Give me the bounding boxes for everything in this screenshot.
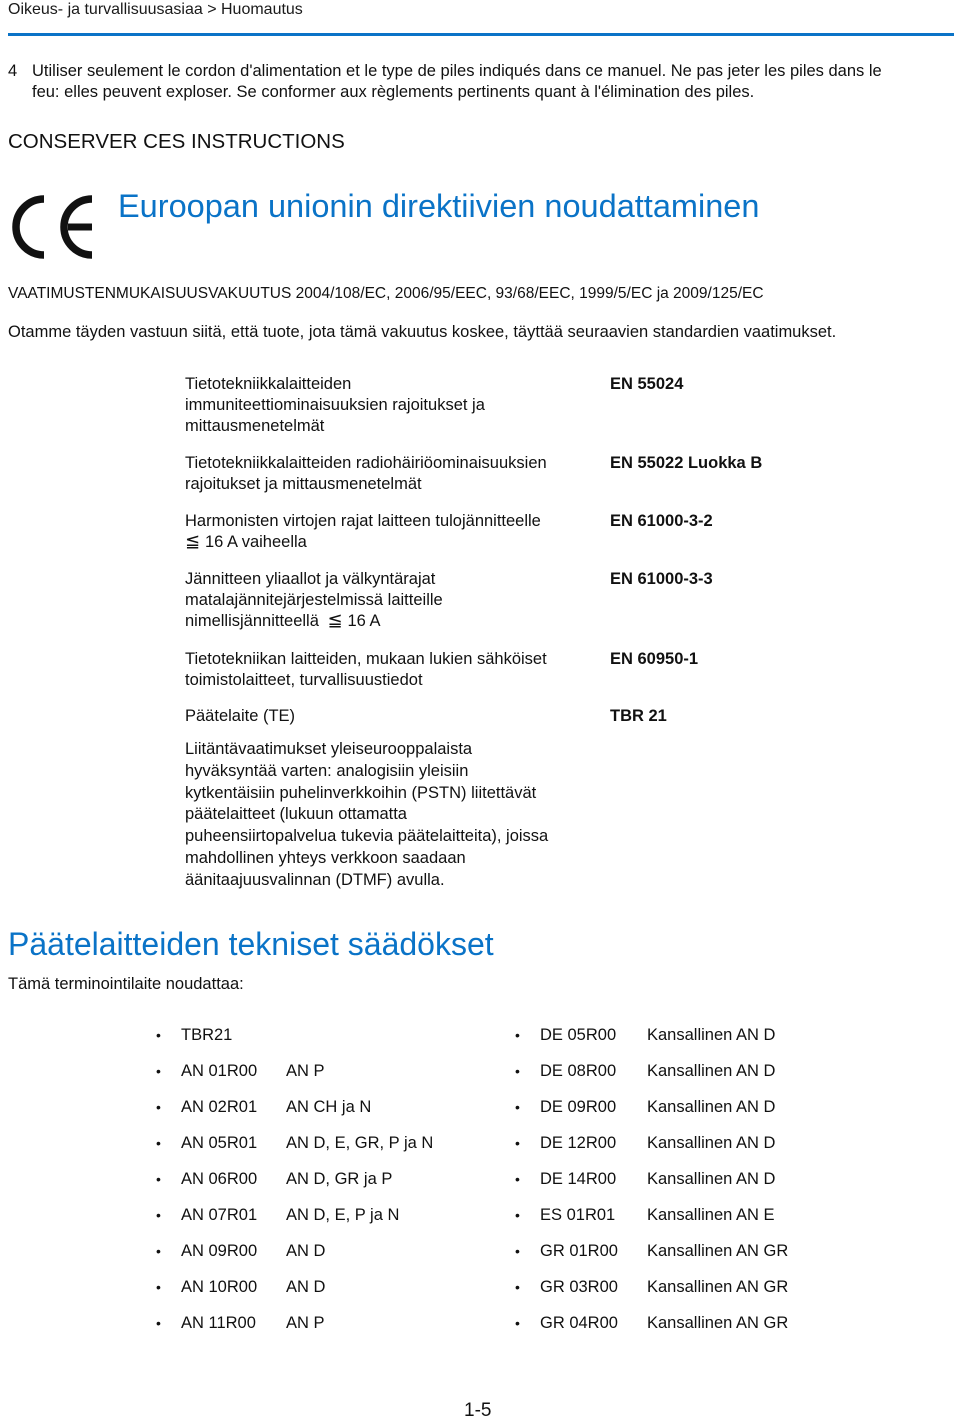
standard-description: Tietotekniikkalaitteiden immuniteettiominaisuuksien rajoitukset ja mittausmenetelmät <box>185 375 485 435</box>
list-item: • <box>515 1171 520 1187</box>
item-text-line: feu: elles peuvent exploser. Se conformer aux règlements pertinents quant à l'élimination des piles. <box>32 83 755 101</box>
less-equal-symbol: ≦ <box>185 531 201 551</box>
header-rule <box>8 33 954 36</box>
ce-mark-icon <box>8 192 98 262</box>
responsibility-statement: Otamme täyden vastuun siitä, että tuote, jota tämä vakuutus koskee, täyttää seuraavien standardien vaatimukset. <box>8 323 837 341</box>
list-item-desc: AN D, E, GR, P ja N <box>286 1134 434 1152</box>
standard-code: EN 55022 Luokka B <box>610 454 763 472</box>
list-item-desc: Kansallinen AN GR <box>647 1314 789 1332</box>
list-item-code: DE 05R00 <box>540 1026 617 1044</box>
standard-description: Liitäntävaatimukset yleiseurooppalaista hyväksyntää varten: analogisiin yleisiin kytkentäisiin puhelinverkkoihin (PSTN) liitettävät päätelaitteet (lukuun ottamatta puheensiirtopalvelua tukevia päätelaitteita), joissa mahdollinen yhteys verkkoon saadaan äänitaajuusvalinnan (DTMF) avulla. <box>185 740 549 889</box>
list-item-desc: AN D, GR ja P <box>286 1170 393 1188</box>
list-item-code: GR 03R00 <box>540 1278 618 1296</box>
page-number: 1-5 <box>464 1400 492 1421</box>
list-item-desc: Kansallinen AN D <box>647 1062 776 1080</box>
list-item-desc: Kansallinen AN D <box>647 1098 776 1116</box>
list-item-code: AN 01R00 <box>181 1062 258 1080</box>
less-equal-symbol: ≦ <box>327 610 343 630</box>
list-item: • <box>156 1279 161 1295</box>
list-item-code: AN 11R00 <box>181 1314 256 1332</box>
list-item-code: AN 06R00 <box>181 1170 258 1188</box>
breadcrumb: Oikeus- ja turvallisuusasiaa > Huomautus <box>8 1 303 18</box>
list-item-code: AN 02R01 <box>181 1098 258 1116</box>
list-item-desc: Kansallinen AN E <box>647 1206 775 1224</box>
list-item-desc: AN P <box>286 1314 325 1332</box>
terminal-intro: Tämä terminointilaite noudattaa: <box>8 975 244 993</box>
standard-description: Jännitteen yliaallot ja välkyntärajat matalajännitejärjestelmissä laitteille nimellisjännitteellä ≦ 16 A <box>185 570 443 630</box>
standard-code: EN 61000-3-3 <box>610 570 713 588</box>
list-item-desc: Kansallinen AN D <box>647 1170 776 1188</box>
standard-code: EN 61000-3-2 <box>610 512 713 530</box>
declaration: VAATIMUSTENMUKAISUUSVAKUUTUS 2004/108/EC, 2006/95/EEC, 93/68/EEC, 1999/5/EC ja 2009/125/EC <box>8 285 764 302</box>
list-item-desc: Kansallinen AN D <box>647 1134 776 1152</box>
list-item-code: AN 10R00 <box>181 1278 258 1296</box>
list-item: • <box>156 1243 161 1259</box>
list-item: • <box>515 1135 520 1151</box>
list-item-code: AN 09R00 <box>181 1242 258 1260</box>
list-item: • <box>156 1207 161 1223</box>
list-item-desc: Kansallinen AN GR <box>647 1242 789 1260</box>
list-item: • <box>515 1279 520 1295</box>
list-item-code: DE 12R00 <box>540 1134 617 1152</box>
list-item: • <box>156 1027 161 1043</box>
list-item: • <box>156 1171 161 1187</box>
list-item-code: ES 01R01 <box>540 1206 616 1224</box>
list-item-desc: AN D <box>286 1278 326 1296</box>
terminal-regulations-title: Päätelaitteiden tekniset säädökset <box>8 926 494 962</box>
standard-description: Päätelaite (TE) <box>185 707 296 725</box>
conserver-heading: CONSERVER CES INSTRUCTIONS <box>8 130 345 153</box>
list-item-desc: Kansallinen AN GR <box>647 1278 789 1296</box>
list-item-desc: Kansallinen AN D <box>647 1026 776 1044</box>
list-item-code: AN 05R01 <box>181 1134 258 1152</box>
list-item: • <box>515 1207 520 1223</box>
list-item: • <box>515 1315 520 1331</box>
eu-directives-title: Euroopan unionin direktiivien noudattaminen <box>118 188 760 224</box>
list-item: • <box>156 1099 161 1115</box>
list-item-desc: AN D <box>286 1242 326 1260</box>
item-text <box>32 61 952 103</box>
list-item-desc: AN CH ja N <box>286 1098 372 1116</box>
list-item: • <box>515 1063 520 1079</box>
standard-description: Harmonisten virtojen rajat laitteen tulojännitteelle ≦ 16 A vaiheella <box>185 512 541 551</box>
list-item: • <box>156 1063 161 1079</box>
list-item-code: DE 09R00 <box>540 1098 617 1116</box>
list-item-code: DE 08R00 <box>540 1062 617 1080</box>
list-item-code: GR 01R00 <box>540 1242 618 1260</box>
standard-code: EN 60950-1 <box>610 650 699 668</box>
list-item-desc: AN P <box>286 1062 325 1080</box>
list-item-desc: AN D, E, P ja N <box>286 1206 400 1224</box>
list-item-code: DE 14R00 <box>540 1170 617 1188</box>
item-text-line: Utiliser seulement le cordon d'alimentation et le type de piles indiqués dans ce manuel. Ne pas jeter les piles dans le <box>32 62 882 80</box>
standard-description: Tietotekniikkalaitteiden radiohäiriöominaisuuksien rajoitukset ja mittausmenetelmät <box>185 454 547 493</box>
list-item: • <box>156 1135 161 1151</box>
list-item-code: TBR21 <box>181 1026 233 1044</box>
standard-code: TBR 21 <box>610 707 667 725</box>
list-item: • <box>156 1315 161 1331</box>
list-item-code: GR 04R00 <box>540 1314 618 1332</box>
standard-code: EN 55024 <box>610 375 684 393</box>
item-number: 4 <box>8 62 18 80</box>
list-item: • <box>515 1027 520 1043</box>
list-item: • <box>515 1243 520 1259</box>
list-item: • <box>515 1099 520 1115</box>
list-item-code: AN 07R01 <box>181 1206 258 1224</box>
standard-description: Tietotekniikan laitteiden, mukaan lukien sähköiset toimistolaitteet, turvallisuustiedot <box>185 650 547 689</box>
